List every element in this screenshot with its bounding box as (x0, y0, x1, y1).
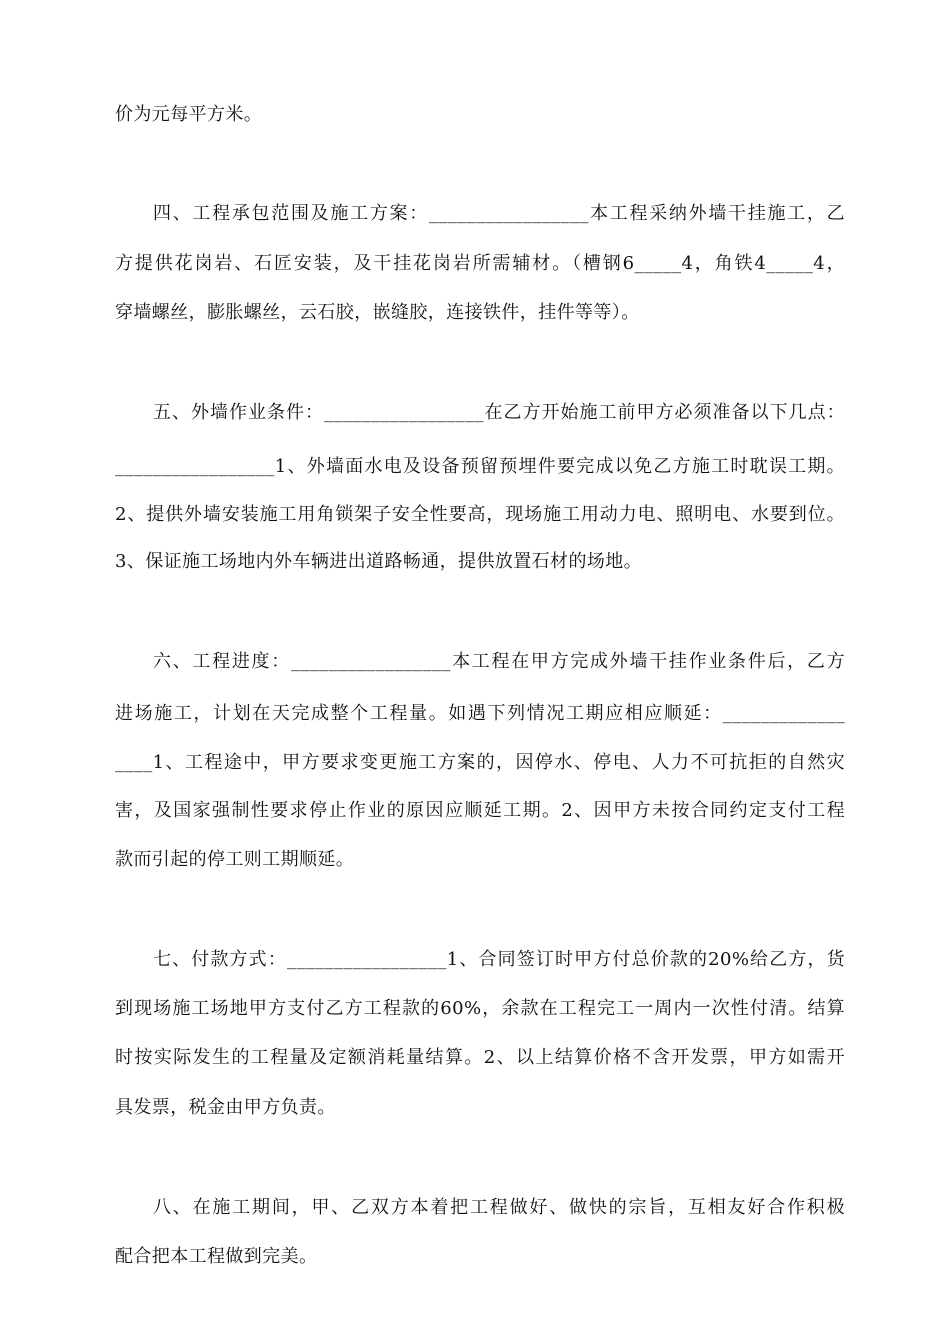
section-6-line-5: 款而引起的停工则工期顺延。 (115, 849, 355, 870)
section-4-line-1: 四、工程承包范围及施工方案：_________________本工程采纳外墙干挂施工，乙 (153, 203, 845, 224)
section-5-line-3: 2、提供外墙安装施工用角锁架子安全性要高，现场施工用动力电、照明电、水要到位。 (115, 504, 845, 525)
section-5-line-4: 3、保证施工场地内外车辆进出道路畅通，提供放置石材的场地。 (115, 551, 643, 572)
section-6-line-2: 进场施工，计划在天完成整个工程量。如遇下列情况工期应相应顺延：_____________ (115, 703, 845, 724)
section-5-line-1: 五、外墙作业条件：_________________在乙方开始施工前甲方必须准备以下几点： (153, 402, 845, 423)
section-7-line-2: 到现场施工场地甲方支付乙方工程款的60%，余款在工程完工一周内一次性付清。结算 (115, 998, 845, 1019)
section-8-line-2: 配合把本工程做到完美。 (115, 1246, 318, 1267)
section-5-line-2: _________________1、外墙面水电及设备预留预埋件要完成以免乙方施工时耽误工期。 (115, 456, 845, 477)
section-7-line-3: 时按实际发生的工程量及定额消耗量结算。2、以上结算价格不含开发票，甲方如需开 (115, 1047, 845, 1068)
section-8-line-1: 八、在施工期间，甲、乙双方本着把工程做好、做快的宗旨，互相友好合作积极 (153, 1197, 845, 1218)
paragraph-3-tail-line: 价为元每平方米。 (115, 104, 263, 125)
section-7-line-4: 具发票，税金由甲方负责。 (115, 1097, 336, 1118)
section-6-line-3: ____1、工程途中，甲方要求变更施工方案的，因停水、停电、人力不可抗拒的自然灾 (115, 752, 845, 773)
section-7-line-1: 七、付款方式：_________________1、合同签订时甲方付总价款的20%给乙方，货 (153, 949, 845, 970)
section-6-line-4: 害，及国家强制性要求停止作业的原因应顺延工期。2、因甲方未按合同约定支付工程 (115, 800, 845, 821)
section-4-line-2: 方提供花岗岩、石匠安装，及干挂花岗岩所需辅材。（槽钢6_____4，角铁4_____4， (115, 253, 845, 274)
section-4-line-3: 穿墙螺丝，膨胀螺丝，云石胶，嵌缝胶，连接铁件，挂件等等）。 (115, 302, 640, 323)
section-6-line-1: 六、工程进度：_________________本工程在甲方完成外墙干挂作业条件后，乙方 (153, 651, 845, 672)
